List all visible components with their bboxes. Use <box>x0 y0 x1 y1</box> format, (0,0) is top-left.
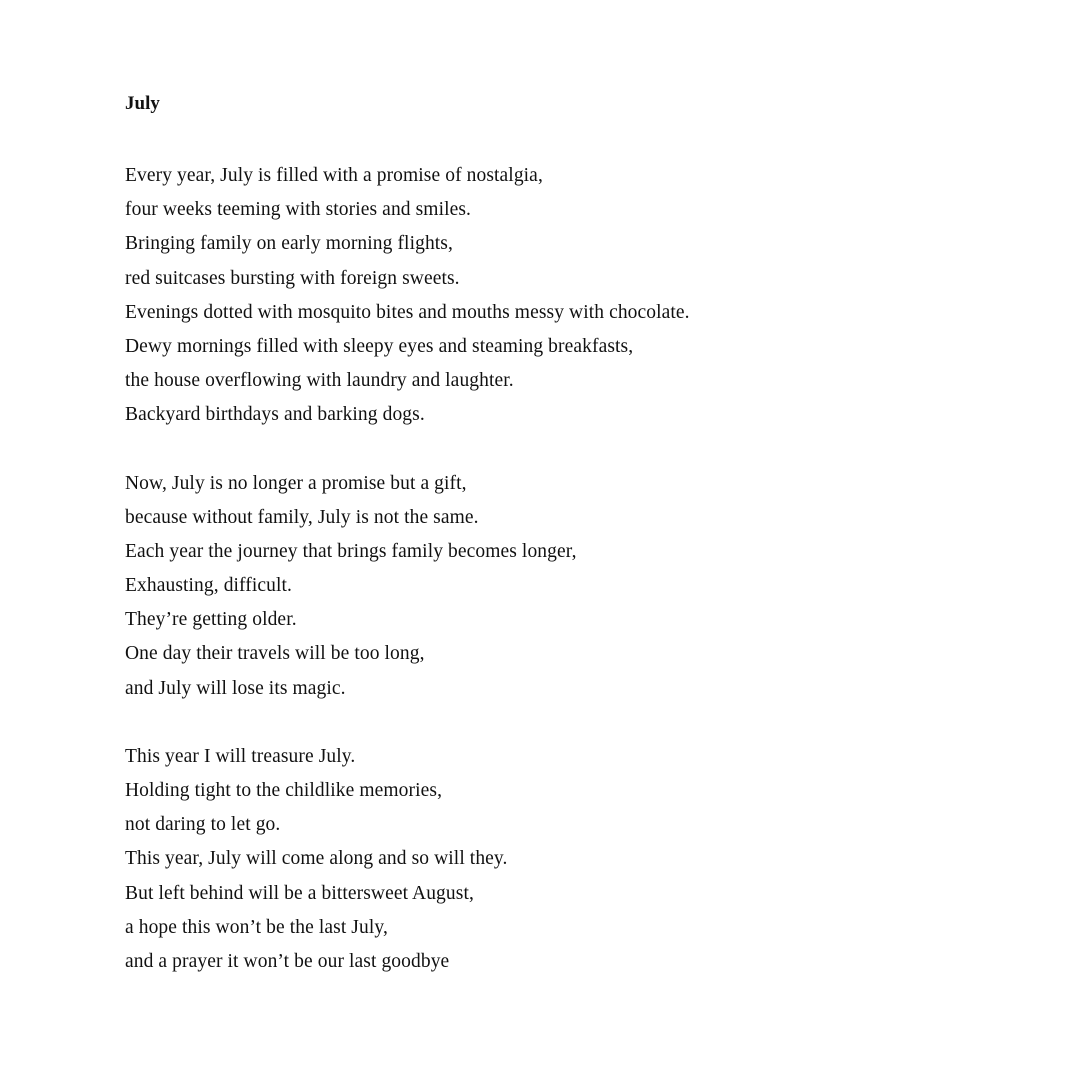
poem <box>125 92 1025 1013</box>
poem-line: This year I will treasure July. <box>125 745 356 767</box>
poem-line: red suitcases bursting with foreign sweets. <box>125 267 460 289</box>
poem-line: Each year the journey that brings family becomes longer, <box>125 540 577 562</box>
poem-line: a hope this won’t be the last July, <box>125 916 388 938</box>
stanza-2 <box>125 467 1025 706</box>
poem-line: Now, July is no longer a promise but a gift, <box>125 472 467 494</box>
poem-line: and a prayer it won’t be our last goodbye <box>125 950 450 972</box>
poem-line: the house overflowing with laundry and laughter. <box>125 370 514 392</box>
poem-title: July <box>125 93 160 114</box>
poem-line: and July will lose its magic. <box>125 677 346 699</box>
poem-line: Every year, July is filled with a promise of nostalgia, <box>125 165 543 186</box>
poem-line: Holding tight to the childlike memories, <box>125 780 443 801</box>
poem-line: not daring to let go. <box>125 814 281 836</box>
poem-line: four weeks teeming with stories and smiles. <box>125 199 472 221</box>
stanza-1 <box>125 159 1025 433</box>
poem-line: But left behind will be a bittersweet August, <box>125 882 474 904</box>
poem-line: Exhausting, difficult. <box>125 575 293 597</box>
poem-line: because without family, July is not the same. <box>125 506 479 528</box>
stanza-3 <box>125 740 1025 979</box>
poem-line: Dewy mornings filled with sleepy eyes and steaming breakfasts, <box>125 335 634 357</box>
poem-line: They’re getting older. <box>125 609 297 631</box>
poem-line: Evenings dotted with mosquito bites and mouths messy with chocolate. <box>125 301 690 323</box>
poem-line: This year, July will come along and so will they. <box>125 848 508 870</box>
poem-line: Bringing family on early morning flights, <box>125 233 453 255</box>
poem-line: Backyard birthdays and barking dogs. <box>125 404 425 426</box>
poem-line: One day their travels will be too long, <box>125 643 425 665</box>
